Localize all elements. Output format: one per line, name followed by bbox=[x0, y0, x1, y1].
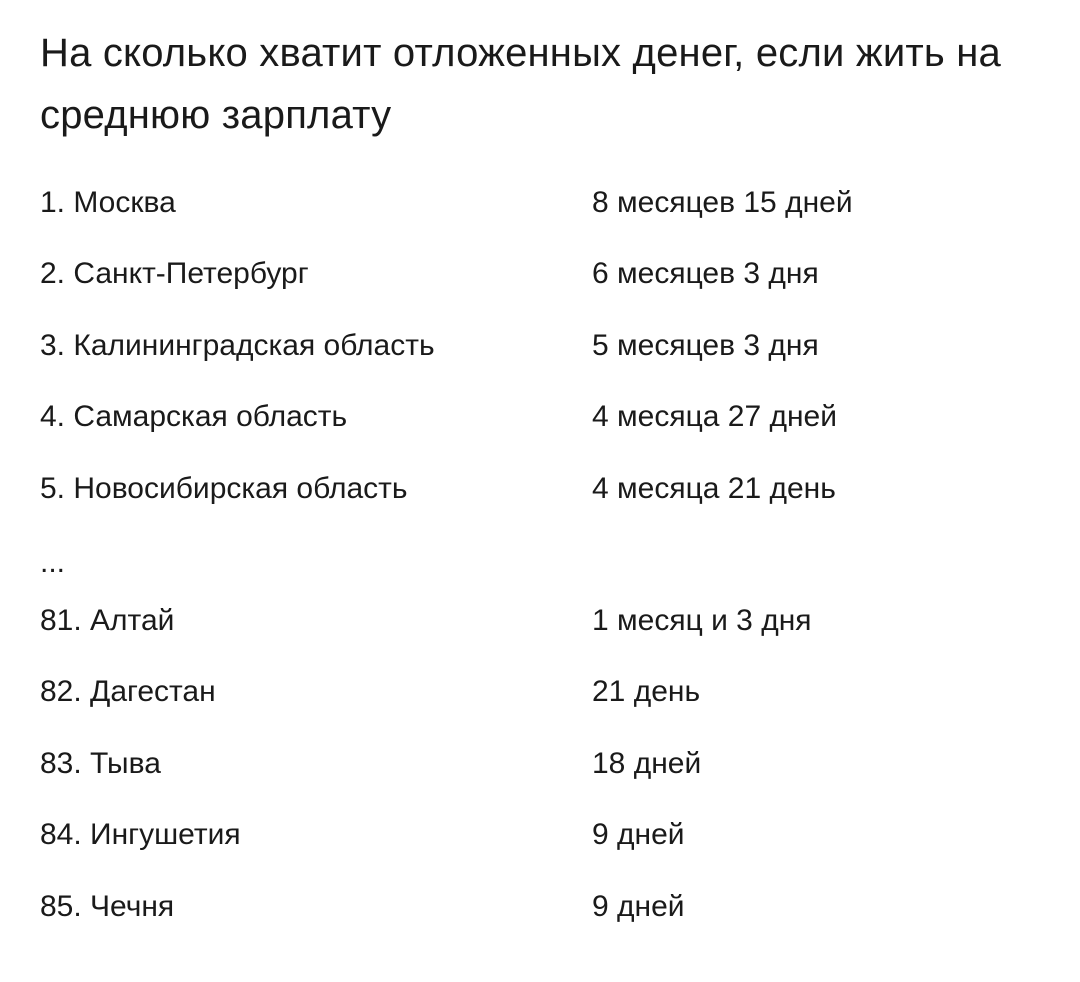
region-name: 1. Москва bbox=[40, 186, 176, 219]
list-item bbox=[40, 397, 1040, 437]
savings-duration: 9 дней bbox=[592, 890, 685, 923]
savings-duration: 8 месяцев 15 дней bbox=[592, 186, 853, 219]
list-item bbox=[40, 744, 1040, 784]
savings-duration: 5 месяцев 3 дня bbox=[592, 329, 819, 362]
savings-duration: 1 месяц и 3 дня bbox=[592, 604, 812, 637]
savings-duration: 9 дней bbox=[592, 818, 685, 851]
savings-duration: 4 месяца 21 день bbox=[592, 472, 836, 505]
list-item bbox=[40, 183, 1040, 223]
savings-duration: 4 месяца 27 дней bbox=[592, 400, 837, 433]
region-name: 5. Новосибирская область bbox=[40, 472, 408, 505]
list-item bbox=[40, 815, 1040, 855]
list-item bbox=[40, 254, 1040, 294]
region-name: 84. Ингушетия bbox=[40, 818, 241, 851]
region-name: 81. Алтай bbox=[40, 604, 175, 637]
list-item bbox=[40, 887, 1040, 927]
region-name: 83. Тыва bbox=[40, 747, 161, 780]
region-name: 4. Самарская область bbox=[40, 400, 348, 433]
list-item bbox=[40, 326, 1040, 366]
savings-duration: 18 дней bbox=[592, 747, 702, 780]
savings-duration: 21 день bbox=[592, 675, 701, 708]
list-ellipsis: ... bbox=[40, 546, 66, 579]
region-name: 85. Чечня bbox=[40, 890, 175, 923]
region-name: 82. Дагестан bbox=[40, 675, 216, 708]
page-title: На сколько хватит отложенных денег, если жить на среднюю зарплату bbox=[40, 31, 1001, 137]
list-item bbox=[40, 601, 1040, 641]
savings-duration: 6 месяцев 3 дня bbox=[592, 257, 819, 290]
list-item bbox=[40, 672, 1040, 712]
region-name: 3. Калининградская область bbox=[40, 329, 435, 362]
region-name: 2. Санкт-Петербург bbox=[40, 257, 309, 290]
list-item bbox=[40, 469, 1040, 509]
